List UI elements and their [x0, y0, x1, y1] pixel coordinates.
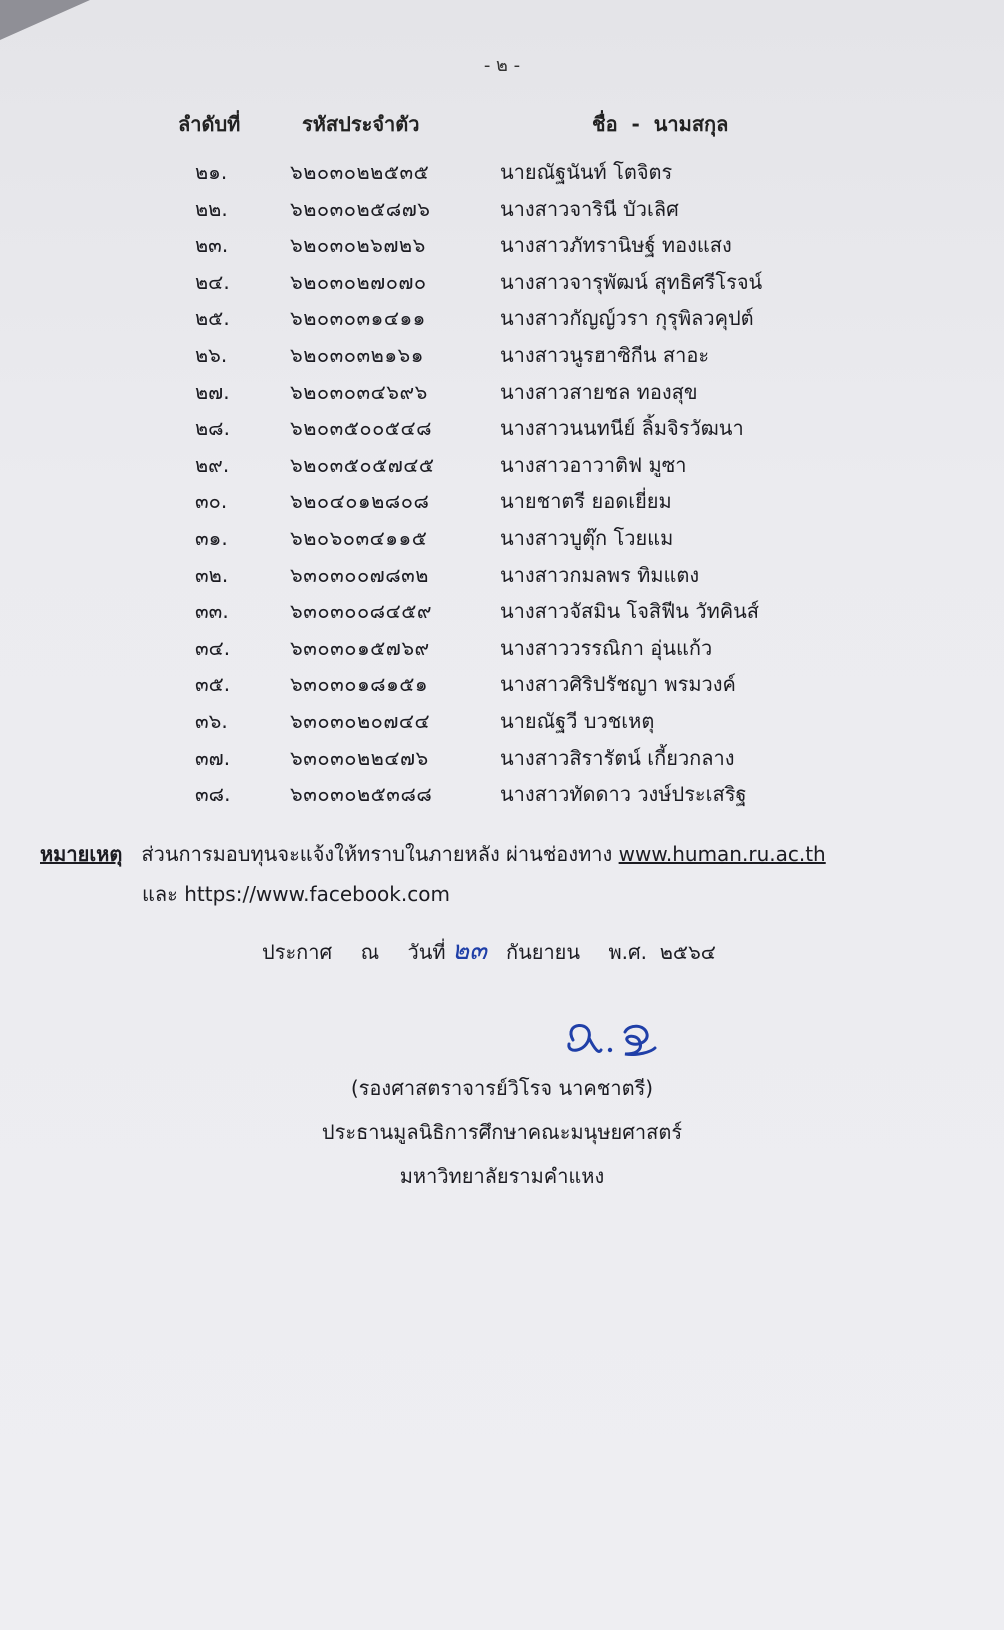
student-name: นางสาวศิริปรัชญา พรมวงค์ — [500, 672, 736, 697]
student-name: นางสาวกมลพร ทิมแตง — [500, 562, 700, 587]
handwritten-signature — [555, 1010, 675, 1074]
header-no: ลำดับที่ — [178, 112, 241, 136]
table-row — [0, 485, 1004, 521]
student-id: ๖๓๐๓๐๑๘๑๕๑ — [290, 672, 429, 697]
page-corner-shadow — [0, 0, 90, 40]
table-row — [0, 412, 1004, 448]
student-name: นางสาวบูตุ๊ก โวยแม — [500, 526, 674, 550]
announce-year: ๒๕๖๔ — [659, 940, 716, 964]
row-number: ๓๒. — [195, 562, 229, 587]
student-name: นายณัฐนันท์ โตจิตร — [500, 160, 673, 184]
student-id: ๖๒๐๓๐๒๗๐๗๐ — [290, 269, 427, 294]
row-number: ๓๖. — [195, 709, 228, 733]
table-row — [0, 632, 1004, 668]
student-id: ๖๓๐๓๐๒๐๗๔๔ — [290, 709, 431, 733]
row-number: ๒๑. — [195, 160, 228, 184]
row-number: ๒๙. — [195, 452, 230, 477]
student-id: ๖๒๐๓๐๒๕๘๗๖ — [290, 196, 431, 221]
table-row — [0, 742, 1004, 778]
announce-at: ณ — [360, 940, 380, 964]
student-id: ๖๒๐๔๐๑๒๘๐๘ — [290, 489, 430, 514]
student-id: ๖๓๐๓๐๑๕๗๖๙ — [290, 635, 430, 660]
student-name: นางสาวภัทรานิษฐ์ ทองแสง — [500, 233, 732, 258]
announce-month: กันยายน — [505, 940, 581, 964]
row-number: ๒๕. — [195, 306, 230, 331]
student-name: นายชาตรี ยอดเยี่ยม — [500, 489, 672, 514]
student-name: นางสาวนูรฮาซิกีน สาอะ — [500, 343, 710, 367]
announcement-date — [262, 936, 716, 971]
row-number: ๓๘. — [195, 782, 231, 807]
student-id: ๖๒๐๓๐๒๖๗๒๖ — [290, 233, 426, 258]
announce-date-word: วันที่ — [407, 940, 446, 964]
table-row — [0, 449, 1004, 485]
row-number: ๓๕. — [195, 672, 231, 697]
signer-name: (รองศาสตราจารย์วิโรจ นาคชาตรี) — [350, 1076, 654, 1100]
row-number: ๓๑. — [195, 526, 228, 550]
row-number: ๒๓. — [195, 233, 229, 258]
student-id: ๖๓๐๓๐๒๒๔๗๖ — [290, 745, 429, 770]
note-line2: และ https://www.facebook.com — [142, 882, 450, 906]
student-id: ๖๒๐๓๐๒๒๕๓๕ — [290, 160, 430, 184]
row-number: ๓๓. — [195, 599, 229, 624]
table-row — [0, 522, 1004, 558]
announce-era: พ.ศ. — [608, 940, 648, 964]
table-row — [0, 559, 1004, 595]
table-row — [0, 302, 1004, 338]
student-name: นางสาวจารินี บัวเลิศ — [500, 196, 679, 221]
student-name: นางสาวจารุพัฒน์ สุทธิศรีโรจน์ — [500, 269, 763, 294]
header-name: ชื่อ - นามสกุล — [592, 112, 729, 136]
table-row — [0, 668, 1004, 704]
student-id: ๖๓๐๓๐๐๘๔๕๙ — [290, 599, 433, 624]
student-id: ๖๒๐๓๕๐๐๕๔๘ — [290, 416, 433, 441]
note-text: ส่วนการมอบทุนจะแจ้งให้ทราบในภายหลัง ผ่านช่องทาง — [141, 842, 613, 866]
student-name: นางสาวสิรารัตน์ เกี้ยวกลาง — [500, 745, 735, 770]
row-number: ๒๗. — [195, 379, 230, 404]
row-number: ๓๐. — [195, 489, 228, 514]
handwritten-day: ๒๓ — [451, 936, 487, 966]
header-id: รหัสประจำตัว — [302, 112, 420, 136]
table-row — [0, 705, 1004, 741]
note-url-link[interactable]: www.human.ru.ac.th — [618, 842, 826, 866]
student-name: นางสาวสายชล ทองสุข — [500, 379, 698, 404]
student-name: นางสาวจัสมิน โจสิฟีน วัทคินส์ — [500, 599, 760, 624]
table-row — [0, 376, 1004, 412]
student-name: นายณัฐวี บวชเหตุ — [500, 709, 655, 733]
student-id: ๖๓๐๓๐๐๗๘๓๒ — [290, 562, 429, 587]
table-row — [0, 778, 1004, 814]
row-number: ๒๔. — [195, 269, 230, 294]
row-number: ๒๘. — [195, 416, 230, 441]
student-id: ๖๒๐๖๐๓๔๑๑๕ — [290, 526, 428, 550]
student-name: นางสาวนนทนีย์ ลิ้มจิรวัฒนา — [500, 416, 744, 441]
row-number: ๓๗. — [195, 745, 231, 770]
announce-prefix: ประกาศ — [262, 940, 333, 964]
page-number: - ๒ - — [483, 55, 521, 76]
signer-position: ประธานมูลนิธิการศึกษาคณะมนุษยศาสตร์ — [321, 1120, 683, 1144]
row-number: ๓๔. — [195, 635, 231, 660]
table-row — [0, 229, 1004, 265]
student-id: ๖๒๐๓๕๐๕๗๔๕ — [290, 452, 435, 477]
student-name: นางสาววรรณิกา อุ่นแก้ว — [500, 635, 713, 660]
table-row — [0, 266, 1004, 302]
row-number: ๒๒. — [195, 196, 228, 221]
table-row — [0, 156, 1004, 192]
signer-org: มหาวิทยาลัยรามคำแหง — [399, 1164, 605, 1188]
student-id: ๖๒๐๓๐๓๑๔๑๑ — [290, 306, 426, 331]
student-id: ๖๒๐๓๐๓๒๑๖๑ — [290, 343, 424, 367]
note-label: หมายเหตุ — [40, 842, 123, 866]
student-name: นางสาวอาวาติฟ มูซา — [500, 452, 687, 477]
table-row — [0, 339, 1004, 375]
table-row — [0, 595, 1004, 631]
student-id: ๖๒๐๓๐๓๔๖๙๖ — [290, 379, 428, 404]
student-name: นางสาวทัดดาว วงษ์ประเสริฐ — [500, 782, 747, 807]
student-name: นางสาวกัญญ์วรา กุรุพิลวคุปต์ — [500, 306, 754, 331]
row-number: ๒๖. — [195, 343, 228, 367]
note — [40, 838, 826, 870]
student-id: ๖๓๐๓๐๒๕๓๘๘ — [290, 782, 433, 807]
table-row — [0, 193, 1004, 229]
